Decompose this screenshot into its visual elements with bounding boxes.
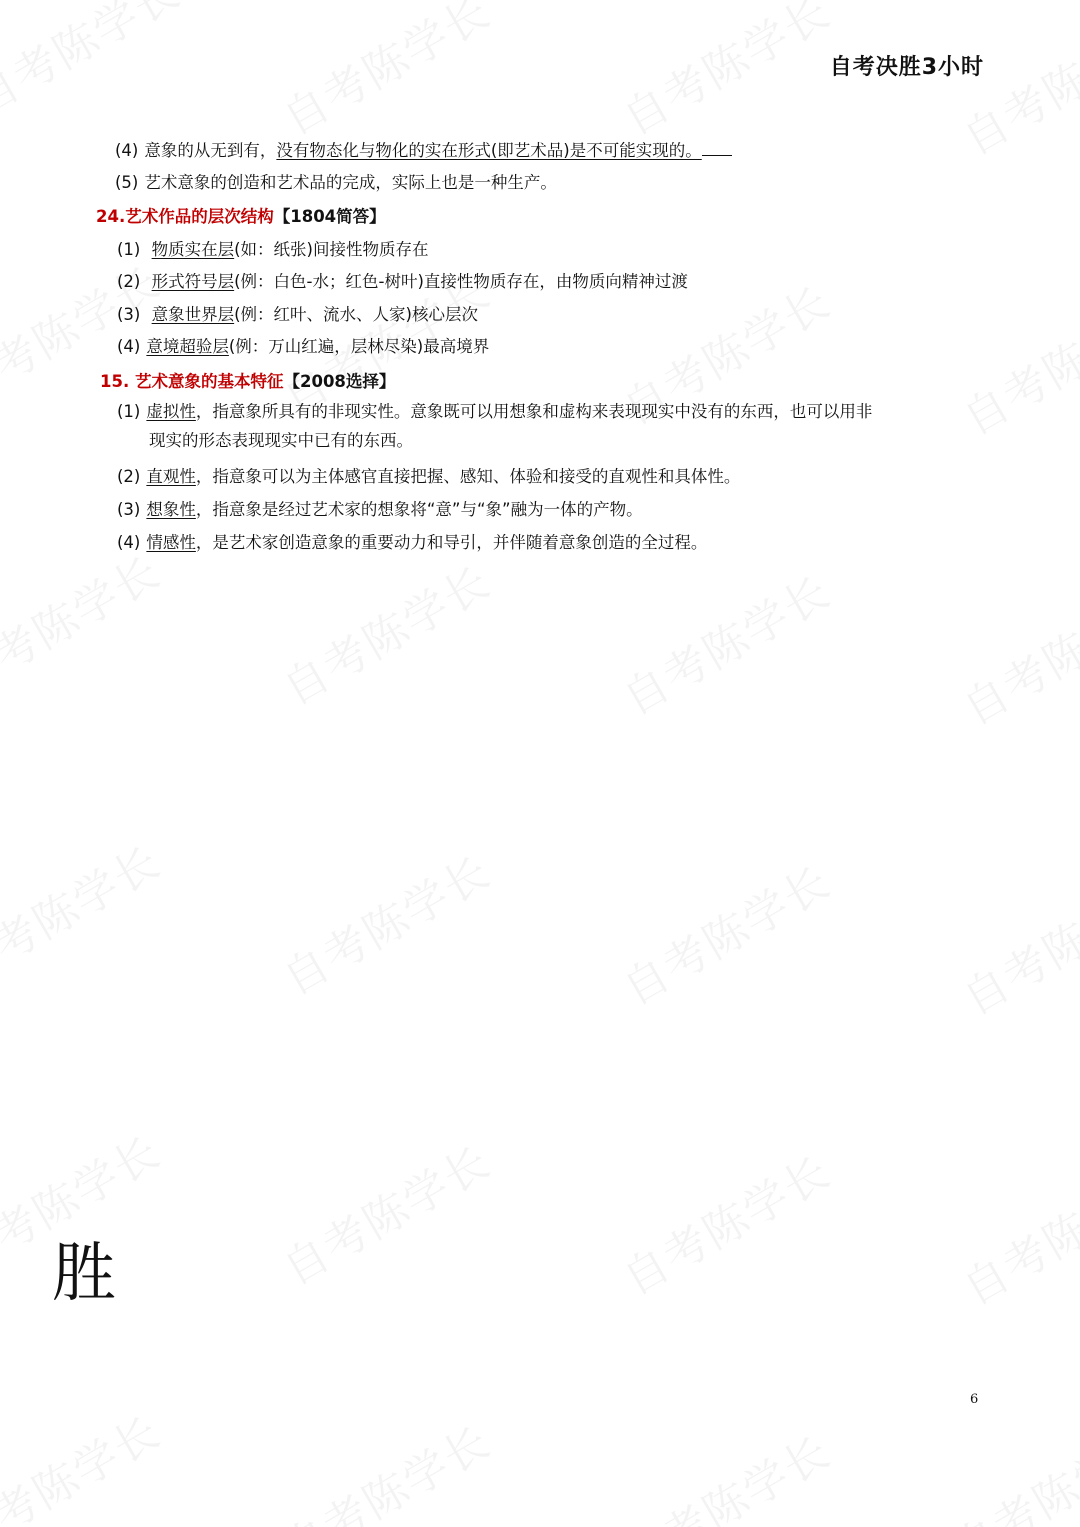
section-heading-title: 15. 艺术意象的基本特征: [100, 372, 284, 391]
watermark-text: [949, 567, 1080, 737]
watermark-text: [0, 0, 191, 127]
item-text: ，指意象所具有的非现实性。意象既可以用想象和虚构来表现现实中没有的东西，也可以用非: [195, 402, 873, 421]
item-text: (例：红叶、流水、人家)核心层次: [234, 305, 478, 324]
watermark-text: [939, 1407, 1080, 1527]
list-item: [117, 465, 740, 489]
item-number: (3): [117, 305, 141, 324]
watermark-text: [269, 1407, 500, 1527]
item-keyword: 意象世界层: [151, 305, 235, 324]
watermark-text: [0, 537, 171, 707]
watermark-text: [609, 1137, 840, 1307]
watermark-text: [609, 557, 840, 727]
list-item: [115, 139, 732, 163]
page-number: 6: [970, 1392, 979, 1407]
list-item: [117, 238, 429, 262]
item-keyword: 形式符号层: [151, 272, 235, 291]
list-item: [117, 303, 478, 327]
underline-blank: [702, 141, 732, 156]
watermark-text: [949, 0, 1080, 167]
section-heading-title: 24.艺术作品的层次结构: [96, 207, 274, 226]
item-keyword: 直观性: [146, 467, 196, 486]
watermark-text: [0, 1397, 171, 1527]
item-number: (2): [117, 467, 141, 486]
item-number: (3): [117, 500, 141, 519]
watermark-text: [609, 1417, 840, 1527]
list-item: [117, 498, 643, 522]
item-text: (如：纸张)间接性物质存在: [234, 240, 429, 259]
header-title: 自考决胜3小时: [829, 55, 984, 80]
item-number: (4): [117, 337, 141, 356]
item-text: ，指意象是经过艺术家的想象将“意”与“象”融为一体的产物。: [195, 500, 643, 519]
list-item: [117, 335, 489, 359]
list-item: [117, 400, 872, 424]
watermark-text: [609, 847, 840, 1017]
item-keyword: 意境超验层: [146, 337, 229, 356]
item-keyword: 想象性: [146, 500, 196, 519]
list-item-continuation: 现实的形态表现现实中已有的东西。: [149, 431, 413, 450]
item-keyword: 虚拟性: [146, 402, 196, 421]
item-number: (1): [117, 402, 141, 421]
section-heading: [100, 370, 395, 394]
item-keyword: 物质实在层: [151, 240, 235, 259]
item-text: (例：白色-水；红色-树叶)直接性物质存在，由物质向精神过渡: [234, 272, 688, 291]
section-heading-tag: 【2008选择】: [283, 372, 396, 391]
watermark-text: [609, 0, 840, 147]
watermark-text: [0, 827, 171, 997]
section-heading: [96, 205, 386, 229]
watermark-text: [269, 0, 500, 147]
item-number: (1): [117, 240, 141, 259]
item-keyword: 情感性: [146, 533, 196, 552]
item-number: (2): [117, 272, 141, 291]
watermark-text: [949, 857, 1080, 1027]
item-number: (5): [115, 173, 139, 192]
watermark-text: [269, 1127, 500, 1297]
item-text: 艺术意象的创造和艺术品的完成，实际上也是一种生产。: [144, 173, 557, 192]
watermark-text: [269, 837, 500, 1007]
item-text: (例：万山红遍，层林尽染)最高境界: [228, 337, 490, 356]
item-number: (4): [115, 141, 139, 160]
item-text: ，是艺术家创造意象的重要动力和导引，并伴随着意象创造的全过程。: [195, 533, 708, 552]
list-item: [117, 270, 688, 294]
item-text: 意象的从无到有，: [144, 141, 277, 160]
list-item: [117, 531, 707, 555]
item-text: ，指意象可以为主体感官直接把握、感知、体验和接受的直观性和具体性。: [195, 467, 741, 486]
watermark-text: [269, 547, 500, 717]
list-item: [115, 171, 557, 195]
big-character: 胜: [52, 1237, 116, 1311]
item-number: (4): [117, 533, 141, 552]
section-heading-tag: 【1804简答】: [273, 207, 386, 226]
watermark-text: [949, 1147, 1080, 1317]
item-underlined-text: 没有物态化与物化的实在形式(即艺术品)是不可能实现的。: [276, 141, 702, 160]
watermark-text: [949, 277, 1080, 447]
